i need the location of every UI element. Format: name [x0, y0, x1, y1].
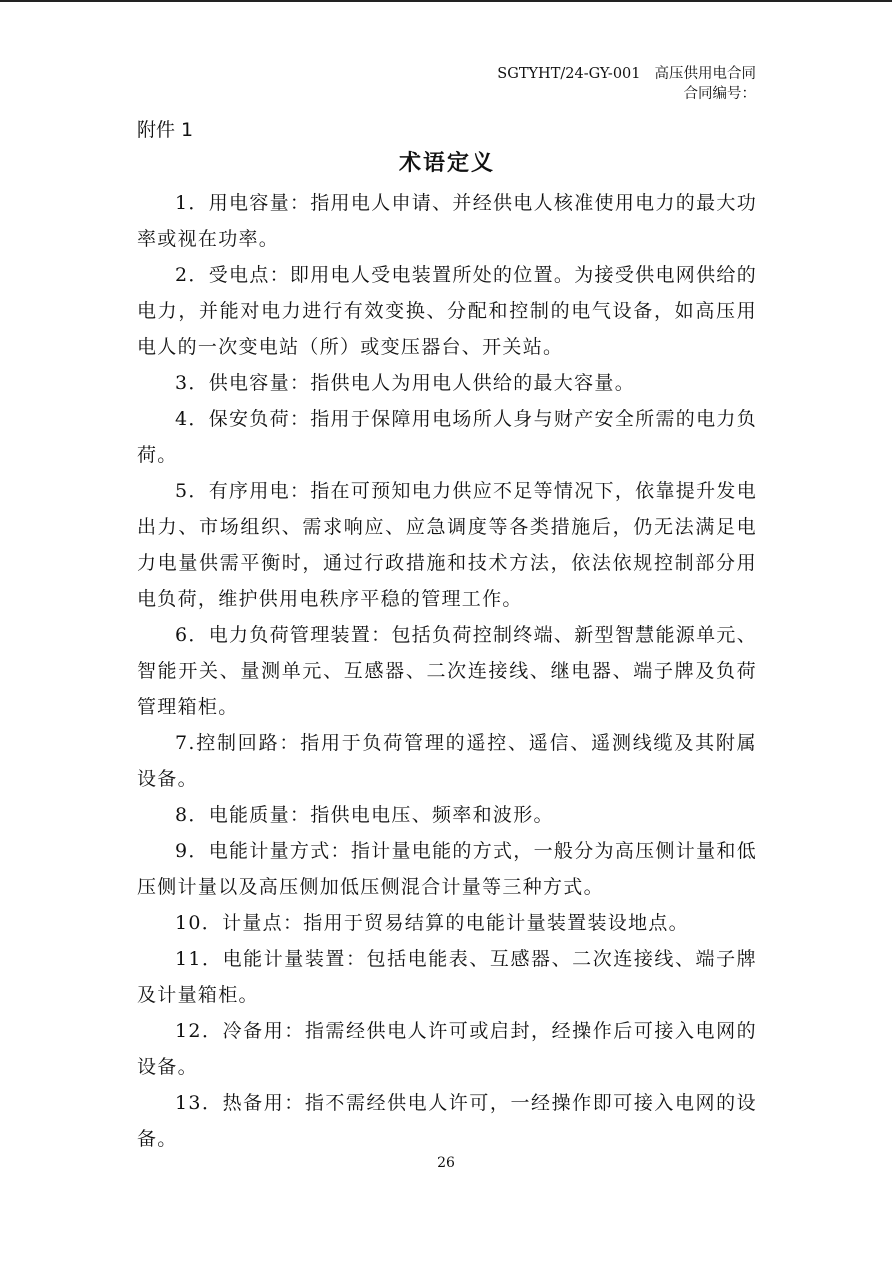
definition-item: 4．保安负荷：指用于保障用电场所人身与财产安全所需的电力负荷。 — [137, 408, 757, 466]
definition-item: 11．电能计量装置：包括电能表、互感器、二次连接线、端子牌及计量箱柜。 — [137, 948, 757, 1006]
contract-title: 高压供用电合同 — [654, 66, 756, 82]
definitions-list — [137, 185, 757, 1157]
attachment-label: 附件 1 — [137, 119, 194, 141]
page-title: 术语定义 — [398, 151, 495, 176]
document-code: SGTYHT/24-GY-001 — [497, 66, 641, 82]
definition-item: 1．用电容量：指用电人申请、并经供电人核准使用电力的最大功率或视在功率。 — [137, 192, 757, 250]
definition-item: 7.控制回路：指用于负荷管理的遥控、遥信、遥测线缆及其附属设备。 — [137, 732, 757, 790]
definition-item: 2．受电点：即用电人受电装置所处的位置。为接受供电网供给的电力，并能对电力进行有效变换、分配和控制的电气设备，如高压用电人的一次变电站（所）或变压器台、开关站。 — [137, 264, 757, 358]
definition-item: 13．热备用：指不需经供电人许可，一经操作即可接入电网的设备。 — [137, 1092, 757, 1150]
definition-item: 10．计量点：指用于贸易结算的电能计量装置装设地点。 — [175, 912, 689, 934]
definition-item: 9．电能计量方式：指计量电能的方式，一般分为高压侧计量和低压侧计量以及高压侧加低压侧混合计量等三种方式。 — [137, 840, 757, 898]
header-line-1 — [497, 66, 756, 82]
contract-number-label: 合同编号： — [683, 86, 756, 102]
definition-item: 12．冷备用：指需经供电人许可或启封，经操作后可接入电网的设备。 — [137, 1020, 757, 1078]
definition-item: 5．有序用电：指在可预知电力供应不足等情况下，依靠提升发电出力、市场组织、需求响应、应急调度等各类措施后，仍无法满足电力电量供需平衡时，通过行政措施和技术方法，依法依规控制部分用电负荷，维护供用电秩序平稳的管理工作。 — [137, 480, 757, 610]
definition-item: 8．电能质量：指供电电压、频率和波形。 — [175, 804, 554, 826]
page-number: 26 — [437, 1155, 455, 1171]
page-top-border — [0, 0, 892, 2]
page-header — [497, 64, 756, 104]
definition-item: 3．供电容量：指供电人为用电人供给的最大容量。 — [175, 372, 635, 394]
definition-item: 6．电力负荷管理装置：包括负荷控制终端、新型智慧能源单元、智能开关、量测单元、互感器、二次连接线、继电器、端子牌及负荷管理箱柜。 — [137, 624, 757, 718]
